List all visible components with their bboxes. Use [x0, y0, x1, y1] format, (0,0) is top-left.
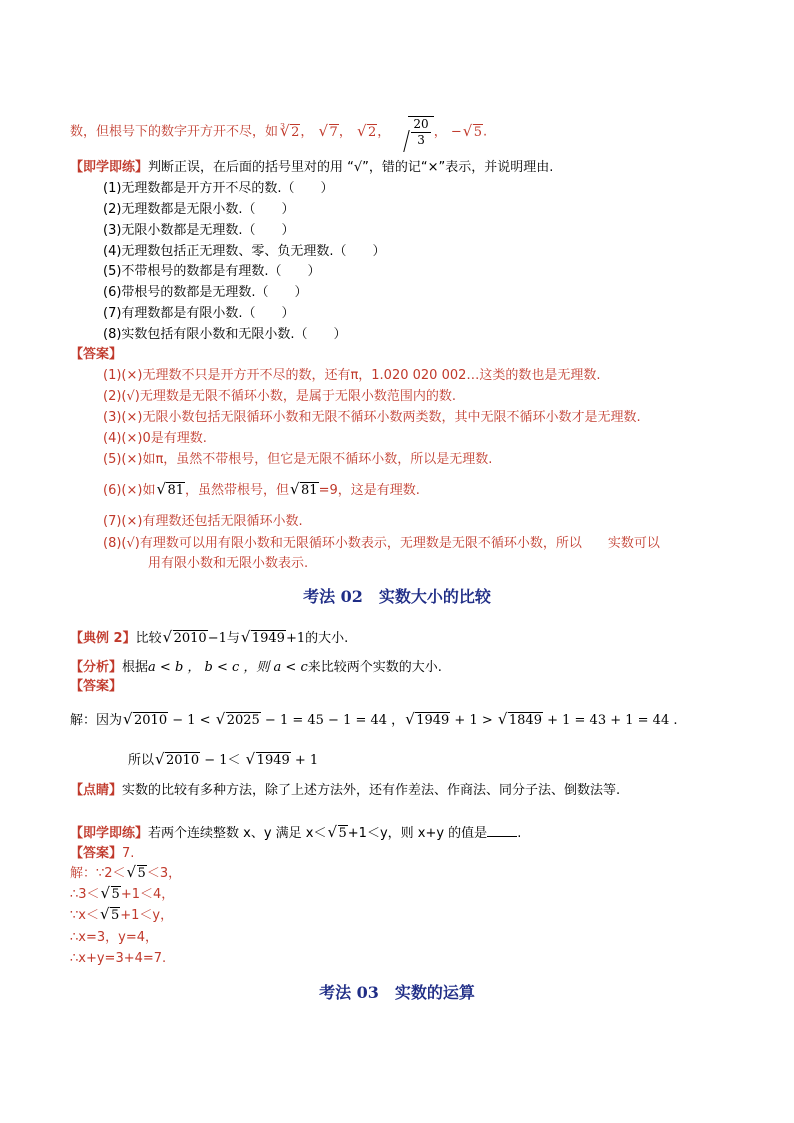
practice-tag: 【即学即练】: [70, 160, 149, 175]
practice1-item-2: (2)无理数都是无限小数.（ ）: [103, 202, 295, 217]
practice1-item-6: (6)带根号的数都是无理数.（ ）: [103, 285, 308, 300]
neg-sqrt-5: √ 5: [464, 121, 483, 145]
practice1-item-1: (1)无理数都是开方开不尽的数.（ ）: [103, 181, 334, 196]
example2-line: 【典例 2】比较√ 2010−1与√ 1949+1的大小.: [70, 628, 348, 650]
cube-root-2: $^3$√ 2: [278, 125, 300, 140]
practice1-item-7: (7)有理数都是有限小数.（ ）: [103, 306, 295, 321]
sqrt-1949: √ 1949: [242, 628, 286, 650]
answer3-line: 【答案】7.: [70, 846, 135, 861]
answer2-tag: 【答案】: [70, 679, 123, 694]
answer3-step-5: ∴x+y=3+4=7.: [70, 951, 167, 966]
answer1-8a: (8)(√)有理数可以用有限小数和无限循环小数表示，无理数是无限不循环小数，所以 实数可以: [103, 536, 660, 551]
practice2-line: 【即学即练】若两个连续整数 x、y 满足 x＜√ 5+1＜y，则 x+y 的值是 .: [70, 824, 521, 844]
answer1-4: (4)(×)0是有理数.: [103, 431, 207, 446]
sqrt-20-over-3: $\frac{20}{3}$: [394, 116, 433, 148]
answer3-step-2: ∴3＜√ 5+1＜4，: [70, 886, 174, 904]
sqrt-2010: √ 2010: [164, 628, 208, 650]
answer3-step-3: ∵x＜√ 5+1＜y，: [70, 907, 173, 925]
sqrt-81: √ 81: [157, 482, 185, 500]
practice1-item-3: (3)无限小数都是无理数.（ ）: [103, 223, 295, 238]
answer1-2: (2)(√)无理数是无限不循环小数，是属于无限小数范围内的数.: [103, 389, 456, 404]
conclusion-line: 所以√ 2010 − 1＜ √ 1949 + 1: [128, 750, 318, 772]
intro-text: 数，但根号下的数字开方开不尽，如: [70, 124, 279, 140]
section-heading-03: 考法 03 实数的运算: [319, 983, 475, 1002]
tip-line: 【点睛】实数的比较有多种方法，除了上述方法外，还有作差法、作商法、同分子法、倒数法等.: [70, 783, 621, 798]
answer3-step-4: ∴x=3，y=4，: [70, 930, 158, 945]
sqrt-81-b: √ 81: [291, 482, 319, 500]
sqrt-7: √ 7: [320, 121, 339, 145]
answer1-3: (3)(×)无限小数包括无限循环小数和无限不循环小数两类数，其中无限不循环小数才是无理数.: [103, 410, 641, 425]
answer1-5: (5)(×)如π，虽然不带根号，但它是无限不循环小数，所以是无理数.: [103, 452, 493, 467]
practice1-item-5: (5)不带根号的数都是有理数.（ ）: [103, 264, 321, 279]
answer1-7: (7)(×)有理数还包括无限循环小数.: [103, 514, 303, 529]
answer3-step-1: 解：∵2＜√ 5＜3，: [70, 865, 181, 883]
section-heading-02: 考法 02 实数大小的比较: [303, 587, 491, 606]
answer1-tag: 【答案】: [70, 347, 123, 362]
analysis-line: 【分析】根据a < b ， b < c ，则 a < c来比较两个实数的大小.: [70, 660, 442, 675]
practice1-item-4: (4)无理数包括正无理数、零、负无理数.（ ）: [103, 244, 386, 259]
answer-blank: [487, 824, 517, 837]
sqrt-5: √ 5: [329, 824, 348, 844]
practice1-prompt: 【即学即练】判断正误，在后面的括号里对的用 “√”，错的记“×”表示，并说明理由.: [70, 160, 554, 175]
answer1-1: (1)(×)无理数不只是开方开不尽的数，还有π，1.020 020 002…这类的数也是无理数.: [103, 368, 601, 383]
intro-line: 数，但根号下的数字开方开不尽，如 $^3$√ 2， √ 7， √ 2， $\frac{20}{3}$ ， −√ 5.: [70, 116, 487, 148]
practice1-item-8: (8)实数包括有限小数和无限小数.（ ）: [103, 327, 347, 342]
answer1-6: (6)(×)如√ 81，虽然带根号，但√ 81=9，这是有理数.: [103, 482, 420, 500]
sqrt-2: √ 2: [358, 121, 377, 145]
solution-line: 解：因为√ 2010 − 1 < √ 2025 − 1 = 45 − 1 = 44 ，√ 1949 + 1 > √ 1849 + 1 = 43 + 1 = 44 .: [70, 710, 678, 732]
answer1-8b: 用有限小数和无限小数表示.: [148, 556, 309, 571]
